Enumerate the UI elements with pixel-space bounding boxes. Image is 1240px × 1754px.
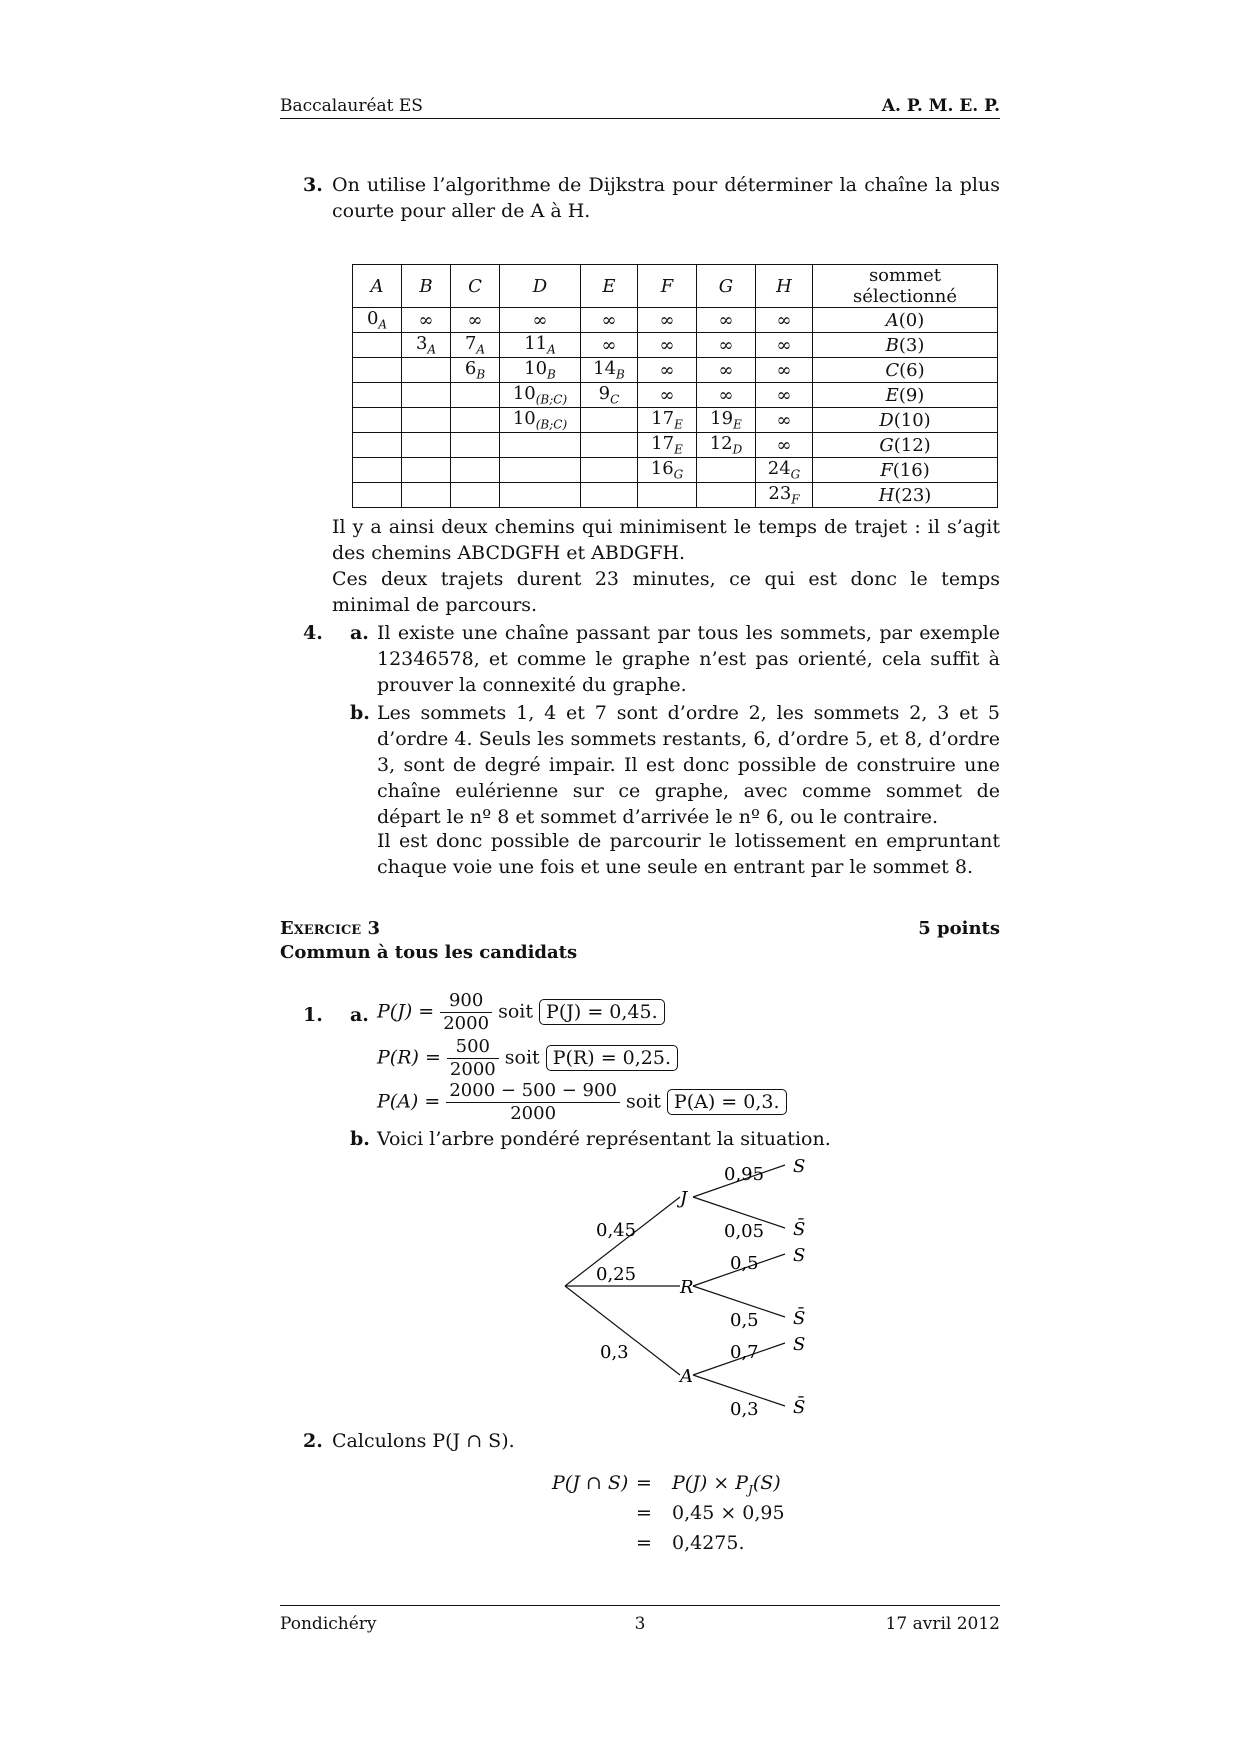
table-row — [353, 383, 998, 408]
table-cell: ∞ — [638, 333, 697, 358]
table-cell — [353, 483, 402, 508]
footer-right: 17 avril 2012 — [885, 1614, 1000, 1634]
table-header-5: E — [581, 265, 638, 308]
tree-prob-r-notS: 0,5 — [730, 1310, 759, 1331]
ex3-q2-text: Calculons P(J ∩ S). — [332, 1430, 515, 1452]
table-cell: $9_C$ — [581, 383, 638, 408]
table-cell: ∞ — [697, 308, 756, 333]
table-cell: $10_{(B;C)}$ — [500, 383, 581, 408]
table-cell — [581, 458, 638, 483]
table-cell: F(16) — [813, 458, 998, 483]
q3-paragraph-1: Il y a ainsi deux chemins qui minimisent le temps de trajet : il s’agit des chemins ABCDGFH et ABDGFH. — [332, 516, 1000, 564]
table-cell: ∞ — [638, 308, 697, 333]
table-cell: $17_E$ — [638, 408, 697, 433]
table-cell: ∞ — [756, 408, 813, 433]
calc-lhs: P(J ∩ S) — [552, 1472, 629, 1494]
tree-leaf-notS-2: S̄ — [793, 1308, 806, 1329]
q3-paragraph-2: Ces deux trajets durent 23 minutes, ce qui est donc le temps minimal de parcours. — [332, 568, 1000, 616]
table-header-2: B — [402, 265, 451, 308]
ex3-q1-b-label: b. — [350, 1128, 370, 1150]
table-cell: ∞ — [638, 383, 697, 408]
dijkstra-table — [352, 264, 998, 508]
table-cell — [697, 458, 756, 483]
table-row — [353, 333, 998, 358]
table-cell: D(10) — [813, 408, 998, 433]
table-cell — [581, 483, 638, 508]
table-header-1: A — [353, 265, 402, 308]
table-header-4: D — [500, 265, 581, 308]
result-box-pj: P(J) = 0,45. — [539, 999, 665, 1025]
probability-tree — [540, 1150, 840, 1420]
ex3-title: Exercice 3 — [280, 918, 380, 939]
table-cell: $0_A$ — [353, 308, 402, 333]
table-cell: ∞ — [697, 383, 756, 408]
table-cell: $11_A$ — [500, 333, 581, 358]
table-header-7: G — [697, 265, 756, 308]
q4-b-label: b. — [350, 702, 370, 724]
result-box-pa: P(A) = 0,3. — [667, 1089, 787, 1115]
table-cell: $17_E$ — [638, 433, 697, 458]
table-row — [353, 308, 998, 333]
ex3-points: 5 points — [918, 918, 1000, 939]
equation-pr: P(R) = $\frac{500}{2000}$ soit P(R) = 0,25. — [377, 1036, 678, 1081]
tree-leaf-notS-3: S̄ — [793, 1397, 806, 1418]
table-cell: ∞ — [756, 358, 813, 383]
table-cell — [402, 383, 451, 408]
table-cell: $23_F$ — [756, 483, 813, 508]
table-cell — [353, 383, 402, 408]
table-cell — [402, 458, 451, 483]
page-footer — [280, 1605, 1000, 1638]
table-cell — [500, 433, 581, 458]
q3-number: 3. — [303, 174, 323, 196]
table-cell: $10_{(B;C)}$ — [500, 408, 581, 433]
table-cell: $6_B$ — [451, 358, 500, 383]
table-cell: ∞ — [756, 308, 813, 333]
table-row — [353, 408, 998, 433]
header-left: Baccalauréat ES — [280, 96, 423, 116]
table-row — [353, 458, 998, 483]
table-cell — [500, 458, 581, 483]
table-header-3: C — [451, 265, 500, 308]
equation-pj: P(J) = $\frac{900}{2000}$ soit P(J) = 0,45. — [377, 990, 665, 1035]
table-cell: ∞ — [402, 308, 451, 333]
q4-b-text-1: Les sommets 1, 4 et 7 sont d’ordre 2, les sommets 2, 3 et 5 d’ordre 4. Seuls les sommets restants, 6, d’ordre 5, et 8, d’ordre 3, sont de degré impair. Il est donc possible de construire une chaîne eulérienne sur ce graphe, avec comme sommet de départ le nº 8 et sommet d’arrivée le nº 6, ou le contraire. — [377, 702, 1000, 828]
table-cell — [353, 408, 402, 433]
tree-prob-r-s: 0,5 — [730, 1253, 759, 1274]
table-header-9: sommet sélectionné — [813, 265, 998, 308]
table-cell — [581, 408, 638, 433]
table-cell: ∞ — [581, 308, 638, 333]
q4-b-text-2: Il est donc possible de parcourir le lotissement en empruntant chaque voie une fois et une seule en entrant par le sommet 8. — [377, 830, 1000, 878]
table-cell: $12_D$ — [697, 433, 756, 458]
table-cell — [451, 483, 500, 508]
tree-prob-r: 0,25 — [596, 1264, 637, 1285]
table-cell: ∞ — [756, 433, 813, 458]
table-cell: ∞ — [697, 333, 756, 358]
tree-node-a: A — [680, 1366, 693, 1387]
ex3-subtitle: Commun à tous les candidats — [280, 942, 578, 963]
tree-prob-a-notS: 0,3 — [730, 1399, 759, 1420]
ex3-q2-number: 2. — [303, 1430, 323, 1452]
tree-prob-j-notS: 0,05 — [724, 1221, 765, 1242]
table-cell: ∞ — [451, 308, 500, 333]
tree-node-r: R — [680, 1277, 694, 1298]
tree-leaf-s-3: S — [793, 1334, 806, 1355]
tree-prob-j: 0,45 — [596, 1220, 637, 1241]
table-cell — [581, 433, 638, 458]
table-cell: $10_B$ — [500, 358, 581, 383]
table-cell — [697, 483, 756, 508]
header-right: A. P. M. E. P. — [881, 96, 1000, 116]
calc-line-2: 0,45 × 0,95 — [672, 1502, 785, 1524]
table-cell — [638, 483, 697, 508]
table-cell: ∞ — [756, 383, 813, 408]
ex3-q1-b-text: Voici l’arbre pondéré représentant la situation. — [377, 1128, 831, 1150]
table-cell: ∞ — [638, 358, 697, 383]
q3-text: On utilise l’algorithme de Dijkstra pour déterminer la chaîne la plus courte pour aller de A à H. — [332, 174, 1000, 222]
ex3-q1-a-label: a. — [350, 1004, 369, 1026]
tree-leaf-s-2: S — [793, 1245, 806, 1266]
calc-line-3: 0,4275. — [672, 1532, 745, 1554]
table-header-6: F — [638, 265, 697, 308]
table-cell — [402, 483, 451, 508]
table-cell — [451, 458, 500, 483]
table-cell: B(3) — [813, 333, 998, 358]
table-cell: G(12) — [813, 433, 998, 458]
table-cell — [451, 408, 500, 433]
tree-prob-a: 0,3 — [600, 1342, 629, 1363]
tree-leaf-notS-1: S̄ — [793, 1219, 806, 1240]
page-number: 3 — [634, 1614, 646, 1634]
table-cell — [353, 333, 402, 358]
table-cell — [402, 433, 451, 458]
calc-eq-3: = — [636, 1532, 652, 1554]
table-cell: $19_E$ — [697, 408, 756, 433]
calc-eq-2: = — [636, 1502, 652, 1524]
table-header-8: H — [756, 265, 813, 308]
table-row — [353, 483, 998, 508]
tree-prob-a-s: 0,7 — [730, 1342, 759, 1363]
table-cell: $16_G$ — [638, 458, 697, 483]
table-cell: ∞ — [500, 308, 581, 333]
q4-a-label: a. — [350, 622, 369, 644]
table-cell: ∞ — [756, 333, 813, 358]
ex3-q1-number: 1. — [303, 1004, 323, 1026]
table-cell — [353, 358, 402, 383]
equation-pa: P(A) = $\frac{2000 - 500 - 900}{2000}$ soit P(A) = 0,3. — [377, 1080, 787, 1125]
table-cell: $3_A$ — [402, 333, 451, 358]
table-cell: C(6) — [813, 358, 998, 383]
tree-leaf-s-1: S — [793, 1156, 806, 1177]
q4-number: 4. — [303, 622, 323, 644]
dijkstra-table-wrap — [352, 264, 998, 508]
table-cell — [402, 408, 451, 433]
table-cell: H(23) — [813, 483, 998, 508]
calc-eq-1: = — [636, 1472, 652, 1494]
calc-line-1: $P(J) \times P_J(S)$ — [672, 1472, 781, 1497]
page-header — [280, 96, 1000, 119]
table-row — [353, 358, 998, 383]
table-cell: ∞ — [581, 333, 638, 358]
table-cell — [353, 433, 402, 458]
table-cell: $24_G$ — [756, 458, 813, 483]
table-cell — [500, 483, 581, 508]
table-cell — [402, 358, 451, 383]
table-cell: $7_A$ — [451, 333, 500, 358]
table-cell: E(9) — [813, 383, 998, 408]
table-cell — [451, 383, 500, 408]
table-cell — [451, 433, 500, 458]
table-cell — [353, 458, 402, 483]
tree-prob-j-s: 0,95 — [724, 1164, 765, 1185]
table-cell: A(0) — [813, 308, 998, 333]
tree-node-j: J — [680, 1188, 688, 1209]
footer-left: Pondichéry — [280, 1614, 377, 1634]
result-box-pr: P(R) = 0,25. — [546, 1045, 678, 1071]
table-cell: ∞ — [697, 358, 756, 383]
table-row — [353, 433, 998, 458]
q4-a-text: Il existe une chaîne passant par tous les sommets, par exemple 12346578, et comme le graphe n’est pas orienté, cela suffit à prouver la connexité du graphe. — [377, 622, 1000, 696]
table-cell: $14_B$ — [581, 358, 638, 383]
